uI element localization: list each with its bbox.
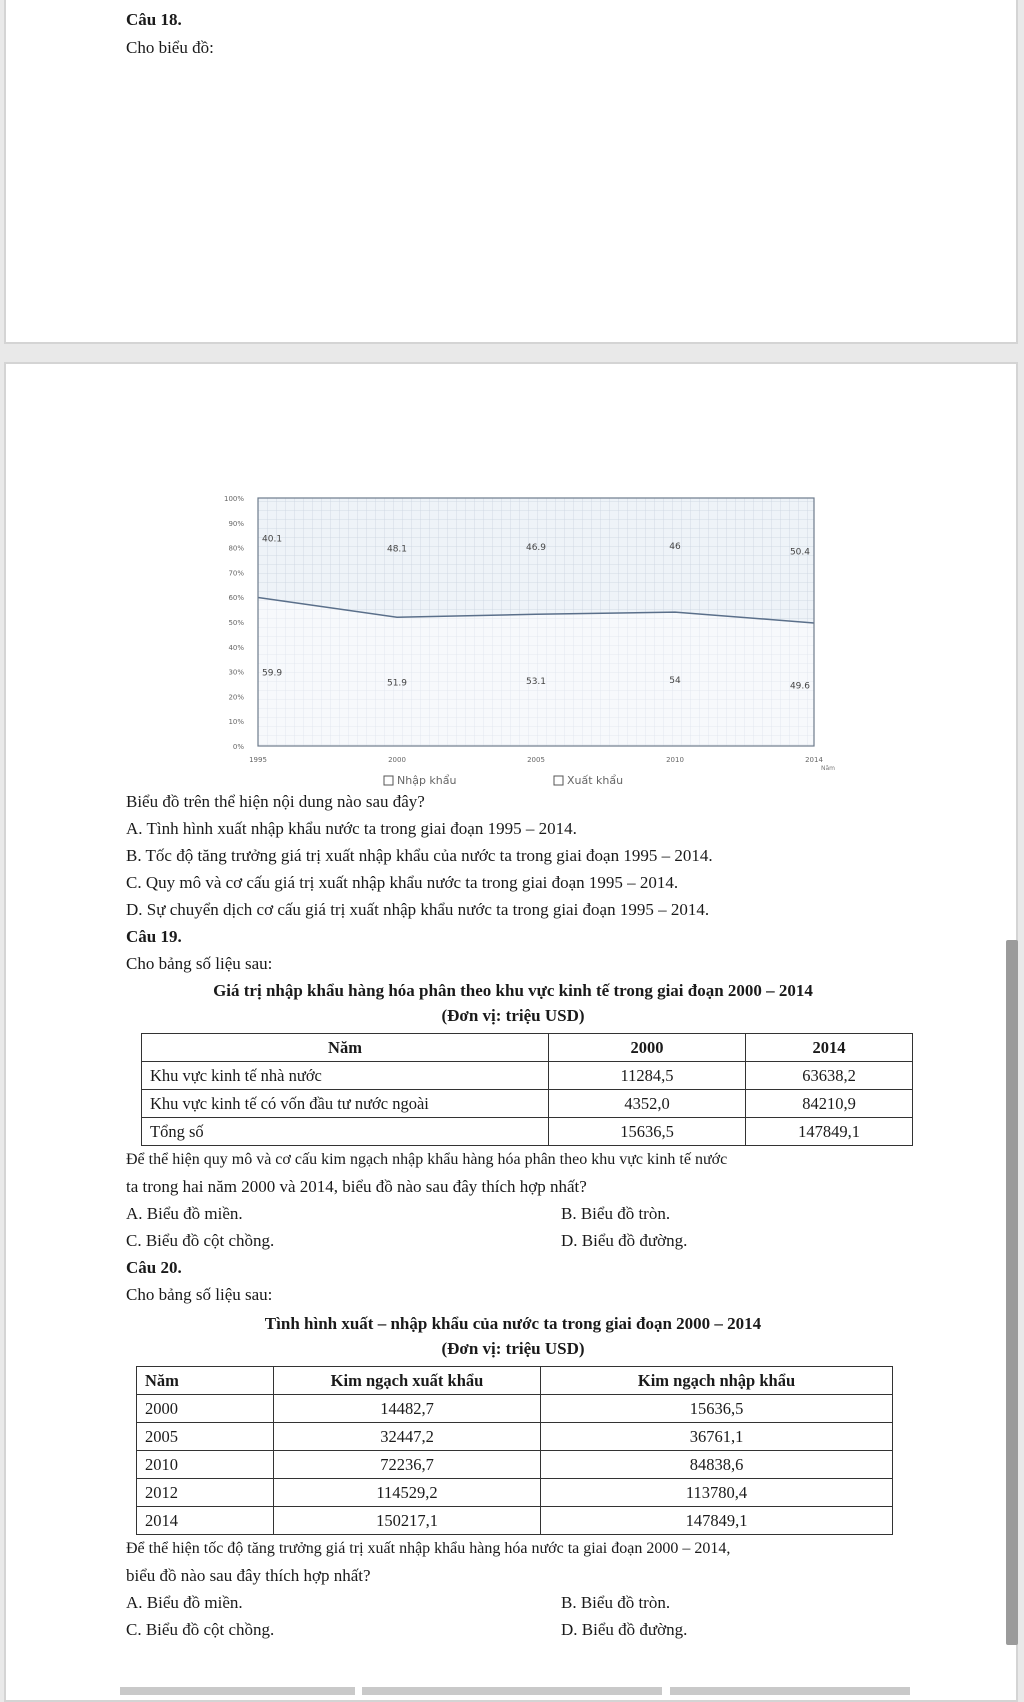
- table-row: [137, 1479, 893, 1507]
- table-cell: Khu vực kinh tế có vốn đầu tư nước ngoài: [142, 1090, 549, 1118]
- table-cell: 2005: [137, 1423, 274, 1451]
- table-cell: 72236,7: [274, 1451, 541, 1479]
- data-label: 59.9: [262, 668, 283, 679]
- x-tick-label: 2000: [388, 756, 406, 764]
- table-cell: 2014: [137, 1507, 274, 1535]
- area-nhap-khau-pattern: [258, 498, 814, 623]
- y-tick-label: 40%: [228, 643, 244, 652]
- legend-label: Xuất khẩu: [567, 774, 624, 787]
- table-header-row: [137, 1367, 893, 1395]
- q19-unit: (Đơn vị: triệu USD): [441, 1006, 585, 1025]
- q19-option-a[interactable]: A. Biểu đồ miền.: [126, 1204, 243, 1223]
- q20-title: Câu 20.: [126, 1258, 182, 1277]
- data-label: 49.6: [789, 681, 810, 692]
- table-cell: 15636,5: [549, 1118, 746, 1146]
- q19-title: Câu 19.: [126, 927, 182, 946]
- q19-table: [141, 1033, 913, 1146]
- table-cell: 147849,1: [541, 1507, 893, 1535]
- data-label: 48.1: [386, 544, 408, 555]
- y-tick-label: 70%: [228, 569, 244, 578]
- table-header-cell: Kim ngạch xuất khẩu: [274, 1367, 541, 1395]
- table-cell: 15636,5: [541, 1395, 893, 1423]
- x-tick-label: 1995: [249, 756, 267, 764]
- q20-option-a[interactable]: A. Biểu đồ miền.: [126, 1593, 243, 1612]
- table-cell: 84210,9: [746, 1090, 913, 1118]
- data-label: 46: [669, 542, 681, 553]
- table-cell: 147849,1: [746, 1118, 913, 1146]
- q19-option-d[interactable]: D. Biểu đồ đường.: [561, 1231, 688, 1250]
- q20-table-title: Tình hình xuất – nhập khẩu của nước ta trong giai đoạn 2000 – 2014: [264, 1314, 762, 1333]
- table-header-cell: Kim ngạch nhập khẩu: [541, 1367, 893, 1395]
- table-header-cell: 2014: [746, 1034, 913, 1062]
- table-cell: 11284,5: [549, 1062, 746, 1090]
- table-cell: 36761,1: [541, 1423, 893, 1451]
- y-tick-label: 90%: [228, 519, 244, 528]
- x-axis-label: Năm: [820, 765, 836, 772]
- q19-option-b[interactable]: B. Biểu đồ tròn.: [561, 1204, 671, 1223]
- q19-question-line1: Để thể hiện quy mô và cơ cấu kim ngạch nhập khẩu hàng hóa phân theo khu vực kinh tế nước: [126, 1151, 728, 1168]
- y-tick-label: 100%: [223, 495, 244, 503]
- legend-label: Nhập khẩu: [397, 774, 457, 787]
- y-tick-label: 20%: [228, 693, 244, 702]
- q18-option-b[interactable]: B. Tốc độ tăng trưởng giá trị xuất nhập khẩu của nước ta trong giai đoạn 1995 – 2014.: [126, 846, 713, 865]
- q20-prompt: Cho bảng số liệu sau:: [126, 1285, 273, 1304]
- vertical-scrollbar[interactable]: [1006, 940, 1018, 1645]
- table-cell: Khu vực kinh tế nhà nước: [142, 1062, 549, 1090]
- data-label: 51.9: [386, 678, 408, 689]
- table-cell: 2012: [137, 1479, 274, 1507]
- q19-option-c[interactable]: C. Biểu đồ cột chồng.: [126, 1231, 275, 1250]
- y-tick-label: 80%: [228, 544, 244, 553]
- table-row: [142, 1062, 913, 1090]
- q20-unit: (Đơn vị: triệu USD): [441, 1339, 585, 1358]
- legend-swatch: [554, 776, 563, 785]
- y-tick-label: 10%: [228, 718, 244, 727]
- page-main: [4, 362, 1018, 1702]
- data-label: 54: [669, 676, 681, 687]
- q20-question-line1: Để thể hiện tốc độ tăng trưởng giá trị xuất nhập khẩu hàng hóa nước ta giai đoạn 2000 – 2014,: [126, 1540, 731, 1557]
- table-header-row: [142, 1034, 913, 1062]
- q19-prompt: Cho bảng số liệu sau:: [126, 954, 273, 973]
- page-thumbnail-tab[interactable]: [362, 1687, 662, 1695]
- table-row: [137, 1507, 893, 1535]
- data-label: 53.1: [525, 677, 547, 688]
- data-label: 50.4: [789, 547, 810, 558]
- table-cell: 150217,1: [274, 1507, 541, 1535]
- q20-question-line2: biểu đồ nào sau đây thích hợp nhất?: [126, 1566, 371, 1585]
- q20-option-d[interactable]: D. Biểu đồ đường.: [561, 1620, 688, 1639]
- table-header-cell: 2000: [549, 1034, 746, 1062]
- q19-table-title: Giá trị nhập khẩu hàng hóa phân theo khu vực kinh tế trong giai đoạn 2000 – 2014: [213, 981, 813, 1000]
- table-header-cell: Năm: [142, 1034, 549, 1062]
- table-cell: 2000: [137, 1395, 274, 1423]
- y-tick-label: 50%: [228, 619, 244, 627]
- q19-question-line2: ta trong hai năm 2000 và 2014, biểu đồ nào sau đây thích hợp nhất?: [126, 1177, 587, 1196]
- q18-prompt: Cho biểu đồ:: [126, 38, 214, 57]
- data-label: 46.9: [525, 543, 547, 554]
- q18-option-a[interactable]: A. Tình hình xuất nhập khẩu nước ta trong giai đoạn 1995 – 2014.: [126, 819, 577, 838]
- table-row: [137, 1451, 893, 1479]
- y-tick-label: 60%: [228, 594, 244, 603]
- table-row: [142, 1118, 913, 1146]
- q18-option-d[interactable]: D. Sự chuyển dịch cơ cấu giá trị xuất nhập khẩu nước ta trong giai đoạn 1995 – 2014.: [126, 900, 710, 919]
- area-xuat-khau-pattern: [258, 597, 814, 746]
- table-cell: Tổng số: [142, 1118, 549, 1146]
- q18-question: Biểu đồ trên thể hiện nội dung nào sau đây?: [126, 792, 425, 811]
- page-top: [4, 0, 1018, 344]
- table-cell: 114529,2: [274, 1479, 541, 1507]
- x-tick-label: 2014: [805, 756, 823, 764]
- y-tick-label: 0%: [232, 743, 244, 751]
- table-row: [142, 1090, 913, 1118]
- table-row: [137, 1423, 893, 1451]
- table-row: [137, 1395, 893, 1423]
- table-cell: 14482,7: [274, 1395, 541, 1423]
- page-thumbnail-tab[interactable]: [120, 1687, 355, 1695]
- table-cell: 2010: [137, 1451, 274, 1479]
- table-cell: 32447,2: [274, 1423, 541, 1451]
- x-tick-label: 2010: [666, 756, 684, 764]
- q20-option-c[interactable]: C. Biểu đồ cột chồng.: [126, 1620, 275, 1639]
- data-label: 40.1: [262, 534, 283, 545]
- table-header-cell: Năm: [137, 1367, 274, 1395]
- q20-table: [136, 1366, 893, 1535]
- x-tick-label: 2005: [527, 756, 545, 764]
- table-cell: 63638,2: [746, 1062, 913, 1090]
- q18-title: Câu 18.: [126, 10, 182, 29]
- q20-option-b[interactable]: B. Biểu đồ tròn.: [561, 1593, 671, 1612]
- table-cell: 4352,0: [549, 1090, 746, 1118]
- table-cell: 113780,4: [541, 1479, 893, 1507]
- table-cell: 84838,6: [541, 1451, 893, 1479]
- y-tick-label: 30%: [228, 668, 244, 677]
- page-thumbnail-tab[interactable]: [670, 1687, 910, 1695]
- legend-swatch: [384, 776, 393, 785]
- q18-option-c[interactable]: C. Quy mô và cơ cấu giá trị xuất nhập khẩu nước ta trong giai đoạn 1995 – 2014.: [126, 873, 679, 892]
